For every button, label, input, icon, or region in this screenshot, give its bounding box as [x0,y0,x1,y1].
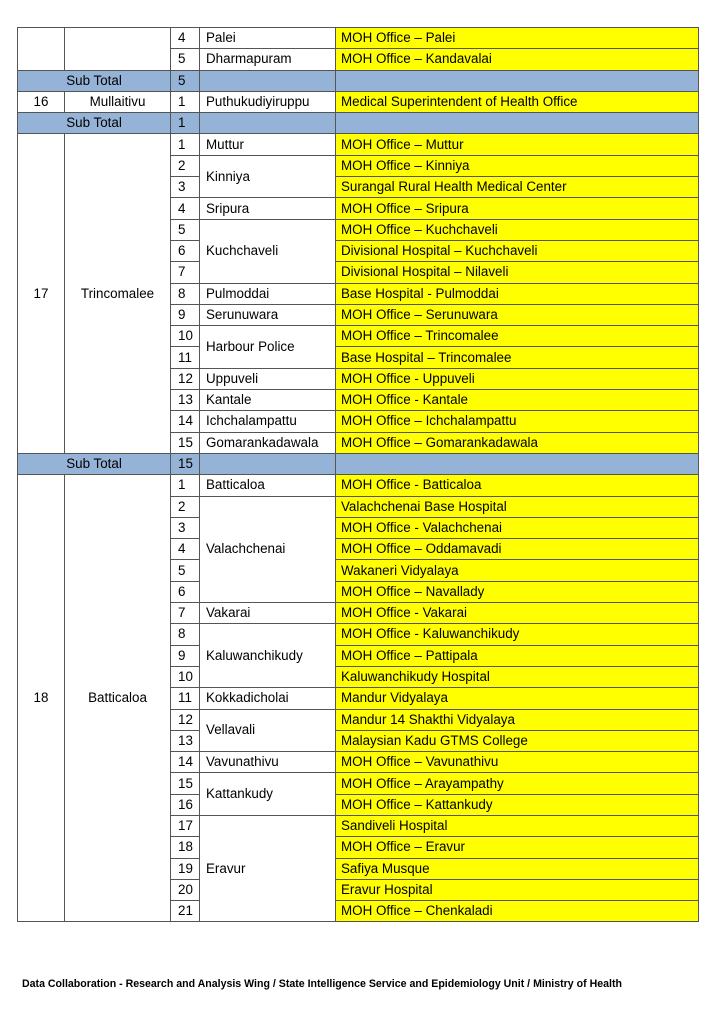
district-name: Batticaloa [65,475,171,922]
serial-number: 3 [171,177,200,198]
serial-number: 4 [171,539,200,560]
serial-number: 18 [171,837,200,858]
table-row [18,475,699,496]
vaccination-place: MOH Office – Trincomalee [336,326,699,347]
vaccination-center: Palei [200,28,336,49]
vaccination-place: MOH Office – Palei [336,28,699,49]
table-body [18,28,699,922]
vaccination-center: Kinniya [200,155,336,198]
vaccination-place: Safiya Musque [336,858,699,879]
serial-number: 15 [171,773,200,794]
vaccination-place: MOH Office – Navallady [336,581,699,602]
vaccination-place: MOH Office – Serunuwara [336,304,699,325]
vaccination-center: Vavunathivu [200,752,336,773]
serial-number: 8 [171,624,200,645]
serial-number: 1 [171,134,200,155]
footer-note: Data Collaboration - Research and Analysis Wing / State Intelligence Service and Epidemiology Unit / Ministry of Health [22,978,622,990]
vaccination-center: Kattankudy [200,773,336,816]
vaccination-place: MOH Office – Muttur [336,134,699,155]
serial-number: 4 [171,28,200,49]
vaccination-place: Mandur 14 Shakthi Vidyalaya [336,709,699,730]
vaccination-place: MOH Office - Uppuveli [336,368,699,389]
vaccination-place: MOH Office – Chenkaladi [336,901,699,922]
subtotal-spacer [200,453,336,474]
vaccination-center: Kuchchaveli [200,219,336,283]
vaccination-place: Surangal Rural Health Medical Center [336,177,699,198]
serial-number: 9 [171,645,200,666]
vaccination-center: Harbour Police [200,326,336,369]
serial-number: 17 [171,815,200,836]
vaccination-center: Ichchalampattu [200,411,336,432]
serial-number: 19 [171,858,200,879]
vaccination-center: Puthukudiyiruppu [200,91,336,112]
vaccination-centers-table [17,27,699,922]
vaccination-place: MOH Office - Batticaloa [336,475,699,496]
serial-number: 1 [171,475,200,496]
serial-number: 7 [171,262,200,283]
subtotal-spacer [200,113,336,134]
serial-number: 16 [171,794,200,815]
district-name [65,28,171,71]
serial-number: 6 [171,240,200,261]
serial-number: 7 [171,603,200,624]
serial-number: 10 [171,666,200,687]
subtotal-spacer [200,70,336,91]
vaccination-place: MOH Office – Pattipala [336,645,699,666]
district-number: 18 [18,475,65,922]
serial-number: 13 [171,730,200,751]
serial-number: 13 [171,390,200,411]
serial-number: 3 [171,517,200,538]
vaccination-place: Base Hospital - Pulmoddai [336,283,699,304]
serial-number: 5 [171,219,200,240]
vaccination-center: Sripura [200,198,336,219]
vaccination-place: Eravur Hospital [336,879,699,900]
table-row [18,91,699,112]
vaccination-place: MOH Office – Kuchchaveli [336,219,699,240]
serial-number: 4 [171,198,200,219]
vaccination-center: Valachchenai [200,496,336,602]
serial-number: 21 [171,901,200,922]
vaccination-place: Base Hospital – Trincomalee [336,347,699,368]
vaccination-place: Malaysian Kadu GTMS College [336,730,699,751]
vaccination-place: MOH Office – Ichchalampattu [336,411,699,432]
vaccination-center: Uppuveli [200,368,336,389]
serial-number: 5 [171,560,200,581]
vaccination-center: Vakarai [200,603,336,624]
district-number [18,28,65,71]
serial-number: 14 [171,411,200,432]
serial-number: 2 [171,155,200,176]
subtotal-label: Sub Total [18,70,171,91]
vaccination-center: Pulmoddai [200,283,336,304]
serial-number: 5 [171,49,200,70]
vaccination-place: Divisional Hospital – Kuchchaveli [336,240,699,261]
vaccination-center: Gomarankadawala [200,432,336,453]
serial-number: 11 [171,688,200,709]
subtotal-count: 1 [171,113,200,134]
serial-number: 12 [171,709,200,730]
vaccination-center: Muttur [200,134,336,155]
vaccination-place: MOH Office – Arayampathy [336,773,699,794]
vaccination-center: Vellavali [200,709,336,752]
serial-number: 6 [171,581,200,602]
serial-number: 15 [171,432,200,453]
subtotal-count: 15 [171,453,200,474]
vaccination-place: MOH Office – Eravur [336,837,699,858]
district-number: 17 [18,134,65,453]
serial-number: 2 [171,496,200,517]
vaccination-center: Serunuwara [200,304,336,325]
serial-number: 20 [171,879,200,900]
serial-number: 8 [171,283,200,304]
vaccination-place: Divisional Hospital – Nilaveli [336,262,699,283]
subtotal-count: 5 [171,70,200,91]
vaccination-center: Eravur [200,815,336,921]
vaccination-center: Dharmapuram [200,49,336,70]
subtotal-row [18,113,699,134]
vaccination-place: MOH Office – Kandavalai [336,49,699,70]
vaccination-place: Valachchenai Base Hospital [336,496,699,517]
vaccination-place: MOH Office – Vavunathivu [336,752,699,773]
subtotal-spacer [336,70,699,91]
vaccination-place: MOH Office – Kinniya [336,155,699,176]
vaccination-place: MOH Office – Gomarankadawala [336,432,699,453]
table-row [18,134,699,155]
serial-number: 1 [171,91,200,112]
serial-number: 11 [171,347,200,368]
vaccination-place: Medical Superintendent of Health Office [336,91,699,112]
serial-number: 9 [171,304,200,325]
vaccination-place: Mandur Vidyalaya [336,688,699,709]
vaccination-place: MOH Office - Vakarai [336,603,699,624]
subtotal-row [18,70,699,91]
vaccination-center: Batticaloa [200,475,336,496]
serial-number: 10 [171,326,200,347]
table-row [18,28,699,49]
subtotal-spacer [336,453,699,474]
vaccination-place: Wakaneri Vidyalaya [336,560,699,581]
vaccination-place: MOH Office - Valachchenai [336,517,699,538]
vaccination-center: Kaluwanchikudy [200,624,336,688]
vaccination-place: MOH Office – Kattankudy [336,794,699,815]
vaccination-place: Kaluwanchikudy Hospital [336,666,699,687]
subtotal-spacer [336,113,699,134]
district-number: 16 [18,91,65,112]
subtotal-row [18,453,699,474]
vaccination-place: MOH Office – Sripura [336,198,699,219]
district-name: Trincomalee [65,134,171,453]
vaccination-place: MOH Office - Kaluwanchikudy [336,624,699,645]
serial-number: 14 [171,752,200,773]
vaccination-center: Kokkadicholai [200,688,336,709]
vaccination-place: MOH Office - Kantale [336,390,699,411]
serial-number: 12 [171,368,200,389]
vaccination-place: Sandiveli Hospital [336,815,699,836]
subtotal-label: Sub Total [18,113,171,134]
subtotal-label: Sub Total [18,453,171,474]
district-name: Mullaitivu [65,91,171,112]
vaccination-center: Kantale [200,390,336,411]
vaccination-place: MOH Office – Oddamavadi [336,539,699,560]
